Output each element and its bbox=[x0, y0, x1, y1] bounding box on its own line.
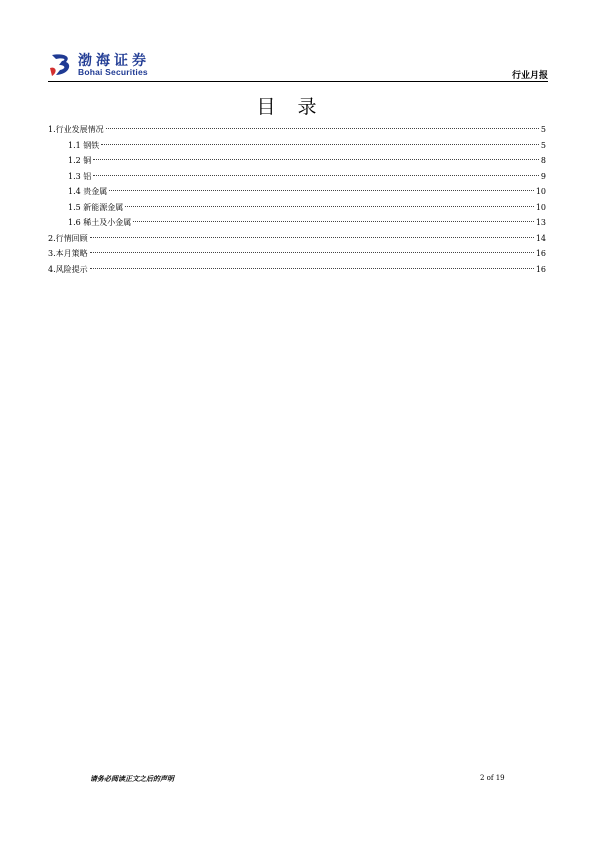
toc-entry-page: 9 bbox=[540, 171, 546, 181]
toc-dot-leader bbox=[90, 237, 534, 238]
toc-entry[interactable] bbox=[48, 246, 546, 262]
toc-entry-page: 10 bbox=[535, 187, 546, 196]
toc-entry-label: 1.2 铜 bbox=[68, 156, 92, 165]
toc-entry-page: 13 bbox=[535, 218, 546, 227]
logo-english-name: Bohai Securities bbox=[78, 67, 148, 77]
toc-dot-leader bbox=[133, 221, 534, 222]
toc-entry-label: 1.6 稀土及小金属 bbox=[68, 218, 132, 227]
toc-title: 目录 bbox=[256, 96, 339, 118]
logo-chinese-name: 渤海证券 bbox=[78, 53, 150, 69]
toc-dot-leader bbox=[93, 159, 539, 160]
toc-entry[interactable] bbox=[48, 215, 546, 231]
page-header bbox=[48, 50, 548, 82]
toc-entry-page: 8 bbox=[540, 156, 546, 165]
report-type-label: 行业月报 bbox=[511, 71, 548, 81]
toc-dot-leader bbox=[93, 175, 539, 176]
toc-entry-label: 1.1 钢铁 bbox=[68, 140, 100, 150]
header-divider bbox=[48, 81, 548, 82]
toc-entry-page: 5 bbox=[540, 140, 546, 150]
toc-entry-page: 16 bbox=[535, 264, 546, 274]
toc-entry[interactable] bbox=[48, 184, 546, 200]
toc-entry-label: 1.行业发展情况 bbox=[48, 125, 104, 134]
bohai-logo-icon bbox=[48, 52, 76, 78]
toc-entry-label: 1.5 新能源金属 bbox=[68, 202, 124, 212]
toc-dot-leader bbox=[90, 268, 534, 269]
toc-entry-label: 1.3 铝 bbox=[68, 171, 92, 181]
toc-entry[interactable] bbox=[48, 122, 546, 138]
toc-entry-label: 1.4 贵金属 bbox=[68, 187, 108, 196]
bohai-securities-logo bbox=[48, 50, 248, 80]
toc-entry[interactable] bbox=[48, 262, 546, 278]
toc-entry-page: 10 bbox=[535, 202, 546, 212]
toc-entry[interactable] bbox=[48, 138, 546, 154]
toc-entry-label: 2.行情回顾 bbox=[48, 233, 88, 243]
toc-dot-leader bbox=[125, 206, 534, 207]
toc-dot-leader bbox=[90, 252, 534, 253]
toc-entry[interactable] bbox=[48, 169, 546, 185]
toc-entry[interactable] bbox=[48, 153, 546, 169]
toc-entry[interactable] bbox=[48, 200, 546, 216]
disclaimer-note: 请务必阅读正文之后的声明 bbox=[90, 775, 174, 783]
toc-entry-page: 16 bbox=[535, 249, 546, 258]
table-of-contents bbox=[48, 122, 546, 277]
toc-entry-page: 14 bbox=[535, 233, 546, 243]
toc-dot-leader bbox=[106, 128, 539, 129]
toc-dot-leader bbox=[109, 190, 534, 191]
toc-entry-label: 4.风险提示 bbox=[48, 264, 88, 274]
toc-entry-label: 3.本月策略 bbox=[48, 249, 88, 258]
toc-entry-page: 5 bbox=[540, 125, 546, 134]
toc-dot-leader bbox=[101, 144, 539, 145]
page-number: 2 of 19 bbox=[480, 774, 505, 782]
toc-entry[interactable] bbox=[48, 231, 546, 247]
